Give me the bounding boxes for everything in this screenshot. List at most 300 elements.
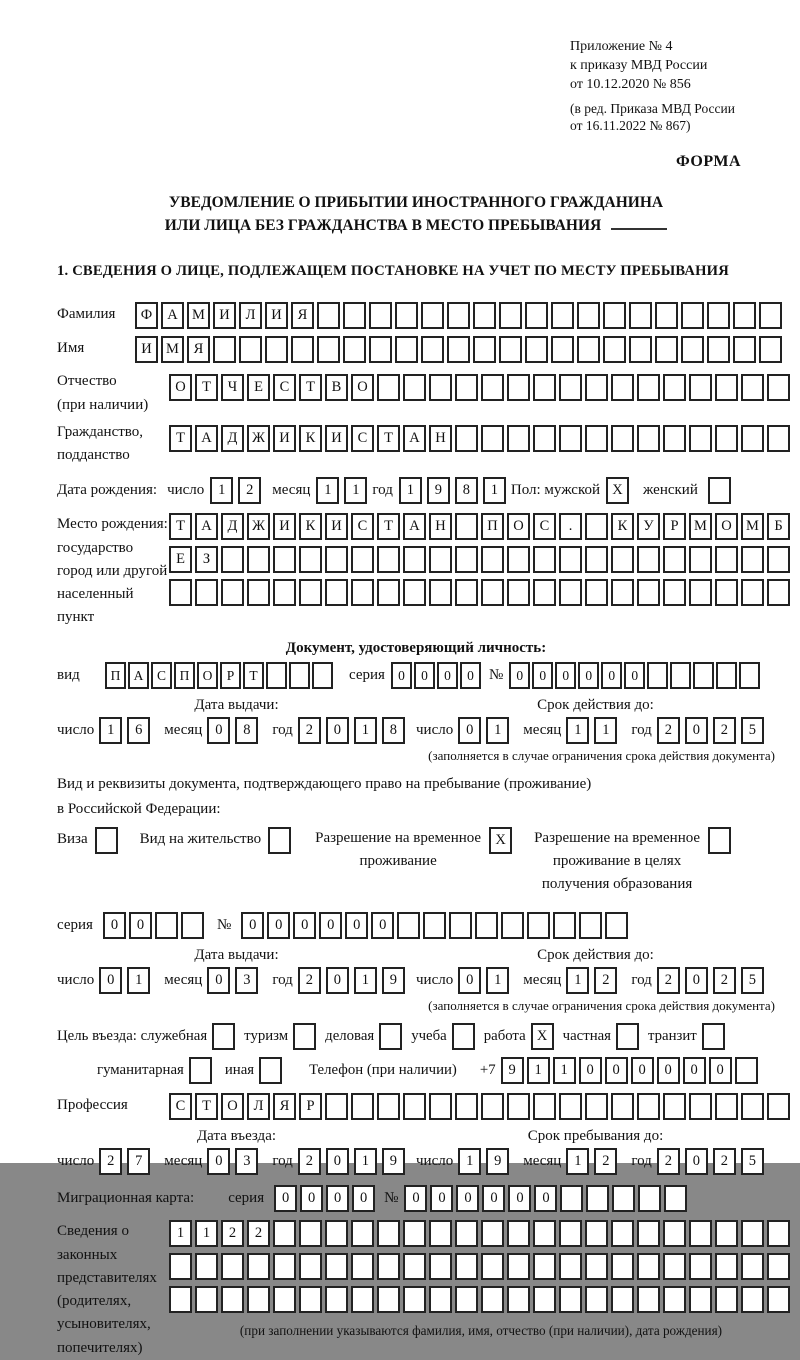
char-cell[interactable]: [611, 425, 634, 452]
purpose-humanitarian-checkbox[interactable]: [189, 1057, 212, 1084]
char-cell[interactable]: [585, 513, 608, 540]
char-cell[interactable]: Д: [221, 425, 244, 452]
char-cell[interactable]: 0: [685, 967, 708, 994]
char-cell[interactable]: 0: [458, 717, 481, 744]
char-cell[interactable]: Т: [195, 1093, 218, 1120]
char-cell[interactable]: [693, 662, 714, 689]
char-cell[interactable]: [663, 579, 686, 606]
char-cell[interactable]: [499, 336, 522, 363]
char-cell[interactable]: [195, 1253, 218, 1280]
char-cell[interactable]: 0: [534, 1185, 557, 1212]
char-cell[interactable]: 0: [414, 662, 435, 689]
char-cell[interactable]: [664, 1185, 687, 1212]
char-cell[interactable]: Ф: [135, 302, 158, 329]
char-cell[interactable]: [455, 1253, 478, 1280]
char-cell[interactable]: О: [169, 374, 192, 401]
char-cell[interactable]: [767, 425, 790, 452]
char-cell[interactable]: [715, 1286, 738, 1313]
char-cell[interactable]: О: [221, 1093, 244, 1120]
char-cell[interactable]: [273, 1220, 296, 1247]
char-cell[interactable]: [715, 374, 738, 401]
char-cell[interactable]: А: [403, 513, 426, 540]
char-cell[interactable]: [551, 336, 574, 363]
char-cell[interactable]: 2: [594, 1148, 617, 1175]
char-cell[interactable]: [455, 374, 478, 401]
char-cell[interactable]: [507, 374, 530, 401]
char-cell[interactable]: К: [611, 513, 634, 540]
char-cell[interactable]: 3: [235, 1148, 258, 1175]
char-cell[interactable]: 2: [298, 717, 321, 744]
char-cell[interactable]: 5: [741, 967, 764, 994]
char-cell[interactable]: [247, 1286, 270, 1313]
char-cell[interactable]: 0: [326, 967, 349, 994]
char-cell[interactable]: 0: [624, 662, 645, 689]
char-cell[interactable]: 9: [486, 1148, 509, 1175]
char-cell[interactable]: 9: [501, 1057, 524, 1084]
char-cell[interactable]: [611, 546, 634, 573]
char-cell[interactable]: [637, 546, 660, 573]
char-cell[interactable]: [377, 1286, 400, 1313]
char-cell[interactable]: [559, 1286, 582, 1313]
char-cell[interactable]: Д: [221, 513, 244, 540]
char-cell[interactable]: 1: [399, 477, 422, 504]
char-cell[interactable]: [403, 1253, 426, 1280]
char-cell[interactable]: [716, 662, 737, 689]
char-cell[interactable]: [475, 912, 498, 939]
char-cell[interactable]: [603, 302, 626, 329]
char-cell[interactable]: [395, 302, 418, 329]
char-cell[interactable]: [525, 336, 548, 363]
char-cell[interactable]: 8: [455, 477, 478, 504]
char-cell[interactable]: О: [351, 374, 374, 401]
purpose-private-checkbox[interactable]: [616, 1023, 639, 1050]
char-cell[interactable]: 8: [235, 717, 258, 744]
char-cell[interactable]: 0: [99, 967, 122, 994]
char-cell[interactable]: Т: [195, 374, 218, 401]
char-cell[interactable]: [247, 546, 270, 573]
char-cell[interactable]: [715, 425, 738, 452]
char-cell[interactable]: [767, 546, 790, 573]
char-cell[interactable]: К: [299, 425, 322, 452]
char-cell[interactable]: [169, 1286, 192, 1313]
char-cell[interactable]: 0: [685, 1148, 708, 1175]
char-cell[interactable]: [507, 1093, 530, 1120]
char-cell[interactable]: [767, 1286, 790, 1313]
char-cell[interactable]: Р: [220, 662, 241, 689]
char-cell[interactable]: [559, 425, 582, 452]
char-cell[interactable]: И: [273, 513, 296, 540]
char-cell[interactable]: [195, 1286, 218, 1313]
char-cell[interactable]: 0: [326, 717, 349, 744]
char-cell[interactable]: [689, 546, 712, 573]
char-cell[interactable]: 2: [713, 1148, 736, 1175]
char-cell[interactable]: [429, 579, 452, 606]
char-cell[interactable]: [325, 579, 348, 606]
char-cell[interactable]: [325, 1253, 348, 1280]
char-cell[interactable]: Т: [169, 425, 192, 452]
char-cell[interactable]: 0: [631, 1057, 654, 1084]
char-cell[interactable]: 1: [483, 477, 506, 504]
char-cell[interactable]: [291, 336, 314, 363]
char-cell[interactable]: [585, 1093, 608, 1120]
char-cell[interactable]: [715, 1253, 738, 1280]
purpose-business-checkbox[interactable]: [379, 1023, 402, 1050]
char-cell[interactable]: [741, 1286, 764, 1313]
char-cell[interactable]: [629, 336, 652, 363]
char-cell[interactable]: [403, 1286, 426, 1313]
char-cell[interactable]: О: [197, 662, 218, 689]
char-cell[interactable]: [221, 1253, 244, 1280]
char-cell[interactable]: М: [187, 302, 210, 329]
char-cell[interactable]: 2: [713, 967, 736, 994]
char-cell[interactable]: [533, 546, 556, 573]
char-cell[interactable]: [429, 1220, 452, 1247]
char-cell[interactable]: [273, 1253, 296, 1280]
char-cell[interactable]: 1: [566, 717, 589, 744]
char-cell[interactable]: П: [481, 513, 504, 540]
char-cell[interactable]: А: [195, 513, 218, 540]
char-cell[interactable]: К: [299, 513, 322, 540]
char-cell[interactable]: 1: [458, 1148, 481, 1175]
visa-checkbox[interactable]: [95, 827, 118, 854]
char-cell[interactable]: 0: [683, 1057, 706, 1084]
char-cell[interactable]: [715, 546, 738, 573]
char-cell[interactable]: [559, 579, 582, 606]
char-cell[interactable]: [507, 1253, 530, 1280]
char-cell[interactable]: [603, 336, 626, 363]
char-cell[interactable]: [611, 1093, 634, 1120]
char-cell[interactable]: [759, 302, 782, 329]
char-cell[interactable]: Н: [429, 513, 452, 540]
char-cell[interactable]: У: [637, 513, 660, 540]
char-cell[interactable]: 0: [430, 1185, 453, 1212]
char-cell[interactable]: [481, 1253, 504, 1280]
char-cell[interactable]: 0: [241, 912, 264, 939]
char-cell[interactable]: 1: [594, 717, 617, 744]
char-cell[interactable]: [767, 1220, 790, 1247]
char-cell[interactable]: [421, 302, 444, 329]
char-cell[interactable]: Т: [169, 513, 192, 540]
char-cell[interactable]: П: [105, 662, 126, 689]
char-cell[interactable]: [741, 425, 764, 452]
char-cell[interactable]: [299, 1220, 322, 1247]
char-cell[interactable]: [377, 374, 400, 401]
char-cell[interactable]: [533, 425, 556, 452]
char-cell[interactable]: [429, 1286, 452, 1313]
char-cell[interactable]: 0: [391, 662, 412, 689]
char-cell[interactable]: 0: [207, 717, 230, 744]
char-cell[interactable]: М: [689, 513, 712, 540]
char-cell[interactable]: М: [161, 336, 184, 363]
char-cell[interactable]: [377, 579, 400, 606]
char-cell[interactable]: [501, 912, 524, 939]
char-cell[interactable]: [369, 302, 392, 329]
char-cell[interactable]: [637, 1286, 660, 1313]
char-cell[interactable]: [741, 1093, 764, 1120]
char-cell[interactable]: [343, 302, 366, 329]
char-cell[interactable]: [317, 336, 340, 363]
char-cell[interactable]: [741, 1253, 764, 1280]
char-cell[interactable]: [559, 1253, 582, 1280]
char-cell[interactable]: [612, 1185, 635, 1212]
char-cell[interactable]: [325, 546, 348, 573]
char-cell[interactable]: [195, 579, 218, 606]
char-cell[interactable]: [449, 912, 472, 939]
char-cell[interactable]: [525, 302, 548, 329]
char-cell[interactable]: [299, 1253, 322, 1280]
char-cell[interactable]: [689, 1220, 712, 1247]
purpose-official-checkbox[interactable]: [212, 1023, 235, 1050]
char-cell[interactable]: Н: [429, 425, 452, 452]
char-cell[interactable]: [637, 425, 660, 452]
char-cell[interactable]: [533, 1253, 556, 1280]
char-cell[interactable]: [481, 579, 504, 606]
char-cell[interactable]: 0: [274, 1185, 297, 1212]
char-cell[interactable]: [377, 1093, 400, 1120]
char-cell[interactable]: 0: [458, 967, 481, 994]
char-cell[interactable]: [455, 546, 478, 573]
char-cell[interactable]: 0: [508, 1185, 531, 1212]
char-cell[interactable]: [403, 374, 426, 401]
char-cell[interactable]: [273, 1286, 296, 1313]
char-cell[interactable]: [629, 302, 652, 329]
char-cell[interactable]: [299, 579, 322, 606]
char-cell[interactable]: 0: [103, 912, 126, 939]
char-cell[interactable]: [767, 1093, 790, 1120]
char-cell[interactable]: [481, 1220, 504, 1247]
char-cell[interactable]: 0: [267, 912, 290, 939]
char-cell[interactable]: 0: [345, 912, 368, 939]
char-cell[interactable]: П: [174, 662, 195, 689]
char-cell[interactable]: [455, 513, 478, 540]
char-cell[interactable]: [325, 1286, 348, 1313]
char-cell[interactable]: [473, 302, 496, 329]
char-cell[interactable]: Т: [377, 513, 400, 540]
char-cell[interactable]: 0: [319, 912, 342, 939]
char-cell[interactable]: [325, 1220, 348, 1247]
char-cell[interactable]: 2: [247, 1220, 270, 1247]
char-cell[interactable]: Л: [247, 1093, 270, 1120]
char-cell[interactable]: Я: [273, 1093, 296, 1120]
char-cell[interactable]: Е: [247, 374, 270, 401]
char-cell[interactable]: [533, 374, 556, 401]
char-cell[interactable]: [421, 336, 444, 363]
char-cell[interactable]: [369, 336, 392, 363]
char-cell[interactable]: [689, 374, 712, 401]
char-cell[interactable]: 0: [657, 1057, 680, 1084]
char-cell[interactable]: [403, 1093, 426, 1120]
char-cell[interactable]: 2: [298, 1148, 321, 1175]
char-cell[interactable]: [533, 1220, 556, 1247]
char-cell[interactable]: [585, 1253, 608, 1280]
purpose-other-checkbox[interactable]: [259, 1057, 282, 1084]
char-cell[interactable]: Т: [299, 374, 322, 401]
char-cell[interactable]: 1: [127, 967, 150, 994]
char-cell[interactable]: [455, 579, 478, 606]
char-cell[interactable]: И: [325, 425, 348, 452]
char-cell[interactable]: [343, 336, 366, 363]
char-cell[interactable]: 3: [235, 967, 258, 994]
char-cell[interactable]: [533, 579, 556, 606]
char-cell[interactable]: [377, 1220, 400, 1247]
char-cell[interactable]: [266, 662, 287, 689]
char-cell[interactable]: [507, 1220, 530, 1247]
char-cell[interactable]: 1: [486, 967, 509, 994]
char-cell[interactable]: 9: [427, 477, 450, 504]
char-cell[interactable]: О: [715, 513, 738, 540]
char-cell[interactable]: [553, 912, 576, 939]
temp-residence-education-checkbox[interactable]: [708, 827, 731, 854]
char-cell[interactable]: 9: [382, 1148, 405, 1175]
char-cell[interactable]: [423, 912, 446, 939]
char-cell[interactable]: 0: [326, 1148, 349, 1175]
char-cell[interactable]: [663, 1253, 686, 1280]
char-cell[interactable]: [447, 336, 470, 363]
char-cell[interactable]: [429, 374, 452, 401]
char-cell[interactable]: [637, 1220, 660, 1247]
char-cell[interactable]: [586, 1185, 609, 1212]
char-cell[interactable]: Ж: [247, 425, 270, 452]
char-cell[interactable]: А: [128, 662, 149, 689]
char-cell[interactable]: [663, 1286, 686, 1313]
char-cell[interactable]: [481, 374, 504, 401]
char-cell[interactable]: 1: [486, 717, 509, 744]
char-cell[interactable]: 2: [221, 1220, 244, 1247]
char-cell[interactable]: Я: [187, 336, 210, 363]
char-cell[interactable]: [611, 374, 634, 401]
char-cell[interactable]: 0: [460, 662, 481, 689]
char-cell[interactable]: [533, 1286, 556, 1313]
char-cell[interactable]: [312, 662, 333, 689]
char-cell[interactable]: [397, 912, 420, 939]
char-cell[interactable]: [403, 1220, 426, 1247]
char-cell[interactable]: 0: [709, 1057, 732, 1084]
char-cell[interactable]: Е: [169, 546, 192, 573]
char-cell[interactable]: [299, 1286, 322, 1313]
char-cell[interactable]: 0: [601, 662, 622, 689]
char-cell[interactable]: [527, 912, 550, 939]
char-cell[interactable]: [429, 1253, 452, 1280]
char-cell[interactable]: [403, 546, 426, 573]
char-cell[interactable]: [585, 425, 608, 452]
char-cell[interactable]: [637, 374, 660, 401]
char-cell[interactable]: [351, 1093, 374, 1120]
char-cell[interactable]: 1: [99, 717, 122, 744]
temp-residence-checkbox[interactable]: X: [489, 827, 512, 854]
char-cell[interactable]: [559, 1220, 582, 1247]
char-cell[interactable]: [715, 579, 738, 606]
char-cell[interactable]: [689, 1286, 712, 1313]
char-cell[interactable]: 2: [657, 1148, 680, 1175]
char-cell[interactable]: Ж: [247, 513, 270, 540]
char-cell[interactable]: А: [195, 425, 218, 452]
char-cell[interactable]: [455, 425, 478, 452]
char-cell[interactable]: [611, 1286, 634, 1313]
char-cell[interactable]: [689, 1253, 712, 1280]
char-cell[interactable]: [481, 1093, 504, 1120]
char-cell[interactable]: 6: [127, 717, 150, 744]
char-cell[interactable]: [663, 374, 686, 401]
char-cell[interactable]: 1: [354, 1148, 377, 1175]
char-cell[interactable]: 1: [169, 1220, 192, 1247]
char-cell[interactable]: [637, 1093, 660, 1120]
char-cell[interactable]: 1: [316, 477, 339, 504]
char-cell[interactable]: Л: [239, 302, 262, 329]
char-cell[interactable]: [447, 302, 470, 329]
char-cell[interactable]: Ч: [221, 374, 244, 401]
char-cell[interactable]: [429, 546, 452, 573]
char-cell[interactable]: [579, 912, 602, 939]
char-cell[interactable]: 2: [657, 717, 680, 744]
char-cell[interactable]: [377, 546, 400, 573]
char-cell[interactable]: М: [741, 513, 764, 540]
char-cell[interactable]: 5: [741, 717, 764, 744]
char-cell[interactable]: 5: [741, 1148, 764, 1175]
purpose-study-checkbox[interactable]: [452, 1023, 475, 1050]
char-cell[interactable]: Т: [377, 425, 400, 452]
char-cell[interactable]: [317, 302, 340, 329]
char-cell[interactable]: 1: [210, 477, 233, 504]
residence-permit-checkbox[interactable]: [268, 827, 291, 854]
char-cell[interactable]: [585, 1220, 608, 1247]
char-cell[interactable]: [273, 579, 296, 606]
char-cell[interactable]: 9: [382, 967, 405, 994]
char-cell[interactable]: [741, 374, 764, 401]
char-cell[interactable]: [715, 1220, 738, 1247]
char-cell[interactable]: [759, 336, 782, 363]
char-cell[interactable]: С: [169, 1093, 192, 1120]
char-cell[interactable]: С: [273, 374, 296, 401]
char-cell[interactable]: [741, 1220, 764, 1247]
char-cell[interactable]: [455, 1093, 478, 1120]
char-cell[interactable]: 1: [354, 717, 377, 744]
char-cell[interactable]: [507, 546, 530, 573]
char-cell[interactable]: [707, 336, 730, 363]
char-cell[interactable]: 2: [657, 967, 680, 994]
char-cell[interactable]: [741, 546, 764, 573]
char-cell[interactable]: [221, 546, 244, 573]
char-cell[interactable]: 0: [326, 1185, 349, 1212]
char-cell[interactable]: [663, 425, 686, 452]
char-cell[interactable]: И: [265, 302, 288, 329]
char-cell[interactable]: А: [403, 425, 426, 452]
char-cell[interactable]: З: [195, 546, 218, 573]
char-cell[interactable]: [299, 546, 322, 573]
char-cell[interactable]: [499, 302, 522, 329]
char-cell[interactable]: 0: [404, 1185, 427, 1212]
char-cell[interactable]: 0: [437, 662, 458, 689]
char-cell[interactable]: Я: [291, 302, 314, 329]
char-cell[interactable]: [681, 336, 704, 363]
char-cell[interactable]: 1: [354, 967, 377, 994]
char-cell[interactable]: А: [161, 302, 184, 329]
char-cell[interactable]: [611, 1253, 634, 1280]
char-cell[interactable]: 1: [195, 1220, 218, 1247]
char-cell[interactable]: [325, 1093, 348, 1120]
char-cell[interactable]: [377, 1253, 400, 1280]
char-cell[interactable]: [689, 425, 712, 452]
char-cell[interactable]: 1: [566, 967, 589, 994]
gender-female-checkbox[interactable]: [708, 477, 731, 504]
char-cell[interactable]: [551, 302, 574, 329]
char-cell[interactable]: [663, 546, 686, 573]
char-cell[interactable]: [689, 579, 712, 606]
char-cell[interactable]: [577, 336, 600, 363]
char-cell[interactable]: С: [151, 662, 172, 689]
char-cell[interactable]: [507, 425, 530, 452]
char-cell[interactable]: 0: [456, 1185, 479, 1212]
char-cell[interactable]: [481, 425, 504, 452]
